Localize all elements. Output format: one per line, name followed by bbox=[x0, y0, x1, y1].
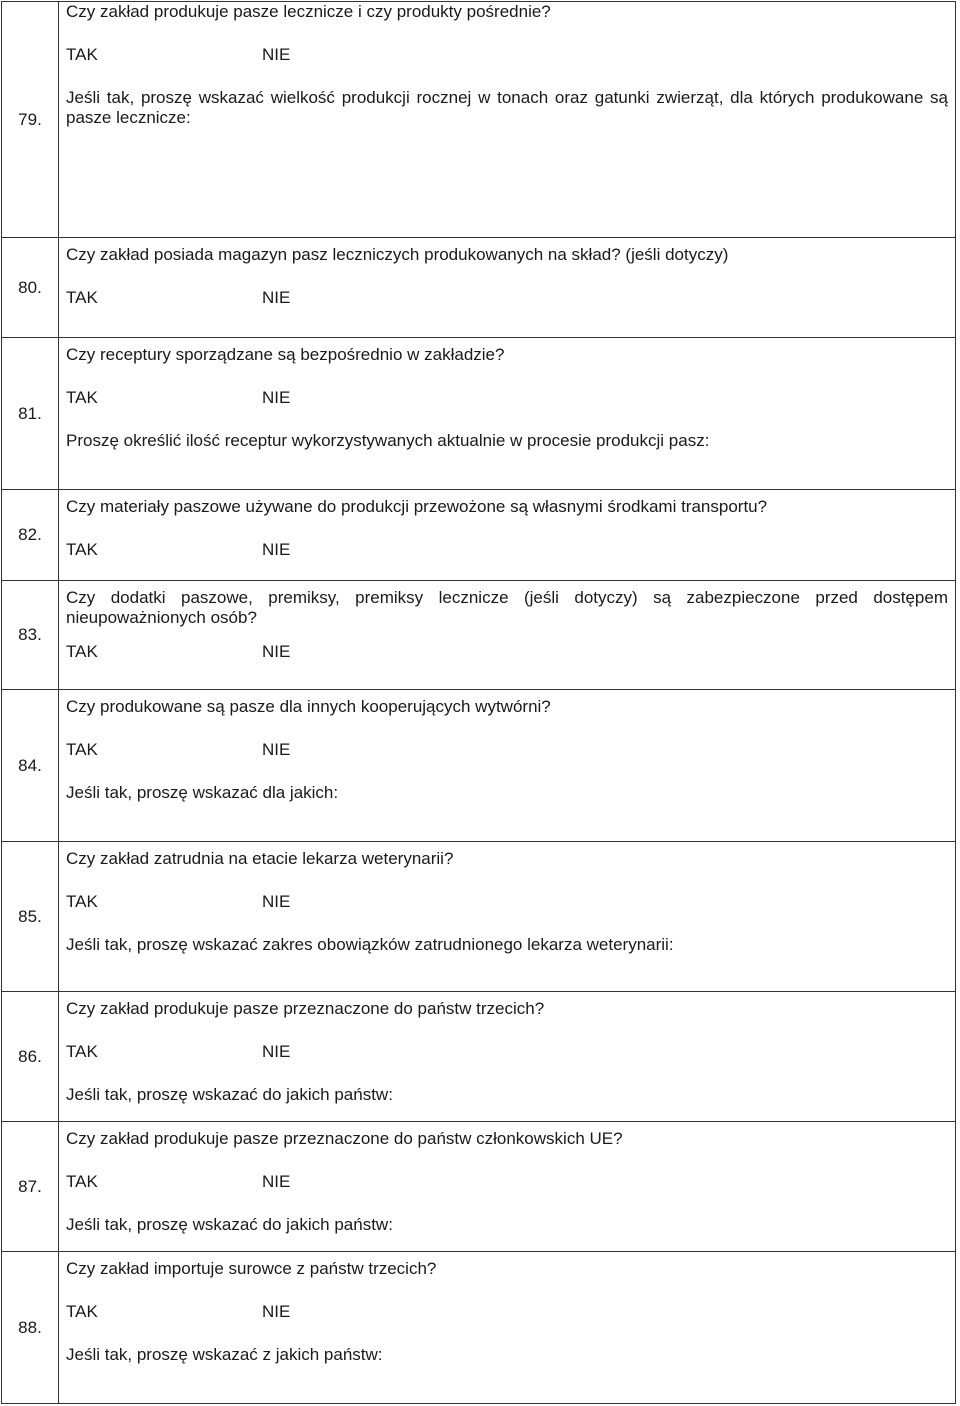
question-text: Czy zakład produkuje pasze przeznaczone do państw członkowskich UE? bbox=[66, 1129, 623, 1148]
question-row-84 bbox=[2, 690, 956, 842]
question-text: Czy materiały paszowe używane do produkcji przewożone są własnymi środkami transportu? bbox=[66, 497, 768, 516]
yes-no-options bbox=[66, 288, 948, 308]
yes-no-options bbox=[66, 540, 948, 560]
followup-text: Jeśli tak, proszę wskazać do jakich państw: bbox=[66, 1215, 393, 1234]
option-yes[interactable]: TAK bbox=[66, 642, 98, 661]
question-text: Czy zakład produkuje pasze lecznicze i czy produkty pośrednie? bbox=[66, 2, 551, 21]
option-no[interactable]: NIE bbox=[262, 642, 291, 661]
option-yes[interactable]: TAK bbox=[66, 288, 98, 307]
question-number: 80. bbox=[2, 238, 59, 338]
option-no[interactable]: NIE bbox=[262, 540, 291, 559]
question-row-85 bbox=[2, 842, 956, 992]
option-no[interactable]: NIE bbox=[262, 288, 291, 307]
question-number: 81. bbox=[2, 338, 59, 490]
question-number: 84. bbox=[2, 690, 59, 842]
question-number: 88. bbox=[2, 1252, 59, 1404]
question-row-88 bbox=[2, 1252, 956, 1404]
question-row-83 bbox=[2, 581, 956, 690]
question-text: Czy zakład importuje surowce z państw trzecich? bbox=[66, 1259, 437, 1278]
question-row-82 bbox=[2, 490, 956, 581]
question-cell bbox=[59, 1122, 956, 1252]
option-no[interactable]: NIE bbox=[262, 1302, 291, 1321]
followup-text: Jeśli tak, proszę wskazać dla jakich: bbox=[66, 783, 339, 802]
followup-text: Proszę określić ilość receptur wykorzystywanych aktualnie w procesie produkcji pasz: bbox=[66, 431, 710, 450]
option-no[interactable]: NIE bbox=[262, 1172, 291, 1191]
questionnaire-table bbox=[1, 1, 956, 1404]
question-number: 82. bbox=[2, 490, 59, 581]
yes-no-options bbox=[66, 1172, 948, 1192]
yes-no-options bbox=[66, 1302, 948, 1322]
question-text: Czy zakład posiada magazyn pasz leczniczych produkowanych na skład? (jeśli dotyczy) bbox=[66, 245, 729, 264]
yes-no-options bbox=[66, 388, 948, 408]
followup-text: Jeśli tak, proszę wskazać z jakich państw: bbox=[66, 1345, 383, 1364]
question-row-86 bbox=[2, 992, 956, 1122]
yes-no-options bbox=[66, 892, 948, 912]
question-number: 85. bbox=[2, 842, 59, 992]
yes-no-options bbox=[66, 740, 948, 760]
question-row-81 bbox=[2, 338, 956, 490]
question-cell bbox=[59, 992, 956, 1122]
option-yes[interactable]: TAK bbox=[66, 45, 98, 64]
question-cell bbox=[59, 238, 956, 338]
question-text: Czy zakład zatrudnia na etacie lekarza weterynarii? bbox=[66, 849, 454, 868]
question-row-79 bbox=[2, 2, 956, 238]
question-number: 79. bbox=[2, 2, 59, 238]
question-cell bbox=[59, 490, 956, 581]
option-yes[interactable]: TAK bbox=[66, 1302, 98, 1321]
option-yes[interactable]: TAK bbox=[66, 740, 98, 759]
question-number: 86. bbox=[2, 992, 59, 1122]
yes-no-options bbox=[66, 45, 948, 65]
option-yes[interactable]: TAK bbox=[66, 540, 98, 559]
option-yes[interactable]: TAK bbox=[66, 1042, 98, 1061]
option-yes[interactable]: TAK bbox=[66, 388, 98, 407]
question-row-80 bbox=[2, 238, 956, 338]
question-number: 87. bbox=[2, 1122, 59, 1252]
option-no[interactable]: NIE bbox=[262, 1042, 291, 1061]
question-cell bbox=[59, 581, 956, 690]
question-text: Czy zakład produkuje pasze przeznaczone do państw trzecich? bbox=[66, 999, 545, 1018]
yes-no-options bbox=[66, 642, 948, 662]
yes-no-options bbox=[66, 1042, 948, 1062]
followup-text: Jeśli tak, proszę wskazać wielkość produkcji rocznej w tonach oraz gatunki zwierząt, dla których produkowane są pasze lecznicze: bbox=[66, 88, 948, 127]
option-yes[interactable]: TAK bbox=[66, 1172, 98, 1191]
question-text: Czy dodatki paszowe, premiksy, premiksy lecznicze (jeśli dotyczy) są zabezpieczone przed dostępem nieupoważnionych osób? bbox=[66, 588, 948, 627]
option-no[interactable]: NIE bbox=[262, 892, 291, 911]
question-cell bbox=[59, 842, 956, 992]
question-cell bbox=[59, 1252, 956, 1404]
option-yes[interactable]: TAK bbox=[66, 892, 98, 911]
option-no[interactable]: NIE bbox=[262, 740, 291, 759]
question-cell bbox=[59, 2, 956, 238]
followup-text: Jeśli tak, proszę wskazać zakres obowiązków zatrudnionego lekarza weterynarii: bbox=[66, 935, 674, 954]
option-no[interactable]: NIE bbox=[262, 388, 291, 407]
question-number: 83. bbox=[2, 581, 59, 690]
question-text: Czy produkowane są pasze dla innych kooperujących wytwórni? bbox=[66, 697, 551, 716]
question-text: Czy receptury sporządzane są bezpośrednio w zakładzie? bbox=[66, 345, 505, 364]
question-cell bbox=[59, 690, 956, 842]
question-cell bbox=[59, 338, 956, 490]
question-row-87 bbox=[2, 1122, 956, 1252]
followup-text: Jeśli tak, proszę wskazać do jakich państw: bbox=[66, 1085, 393, 1104]
option-no[interactable]: NIE bbox=[262, 45, 291, 64]
